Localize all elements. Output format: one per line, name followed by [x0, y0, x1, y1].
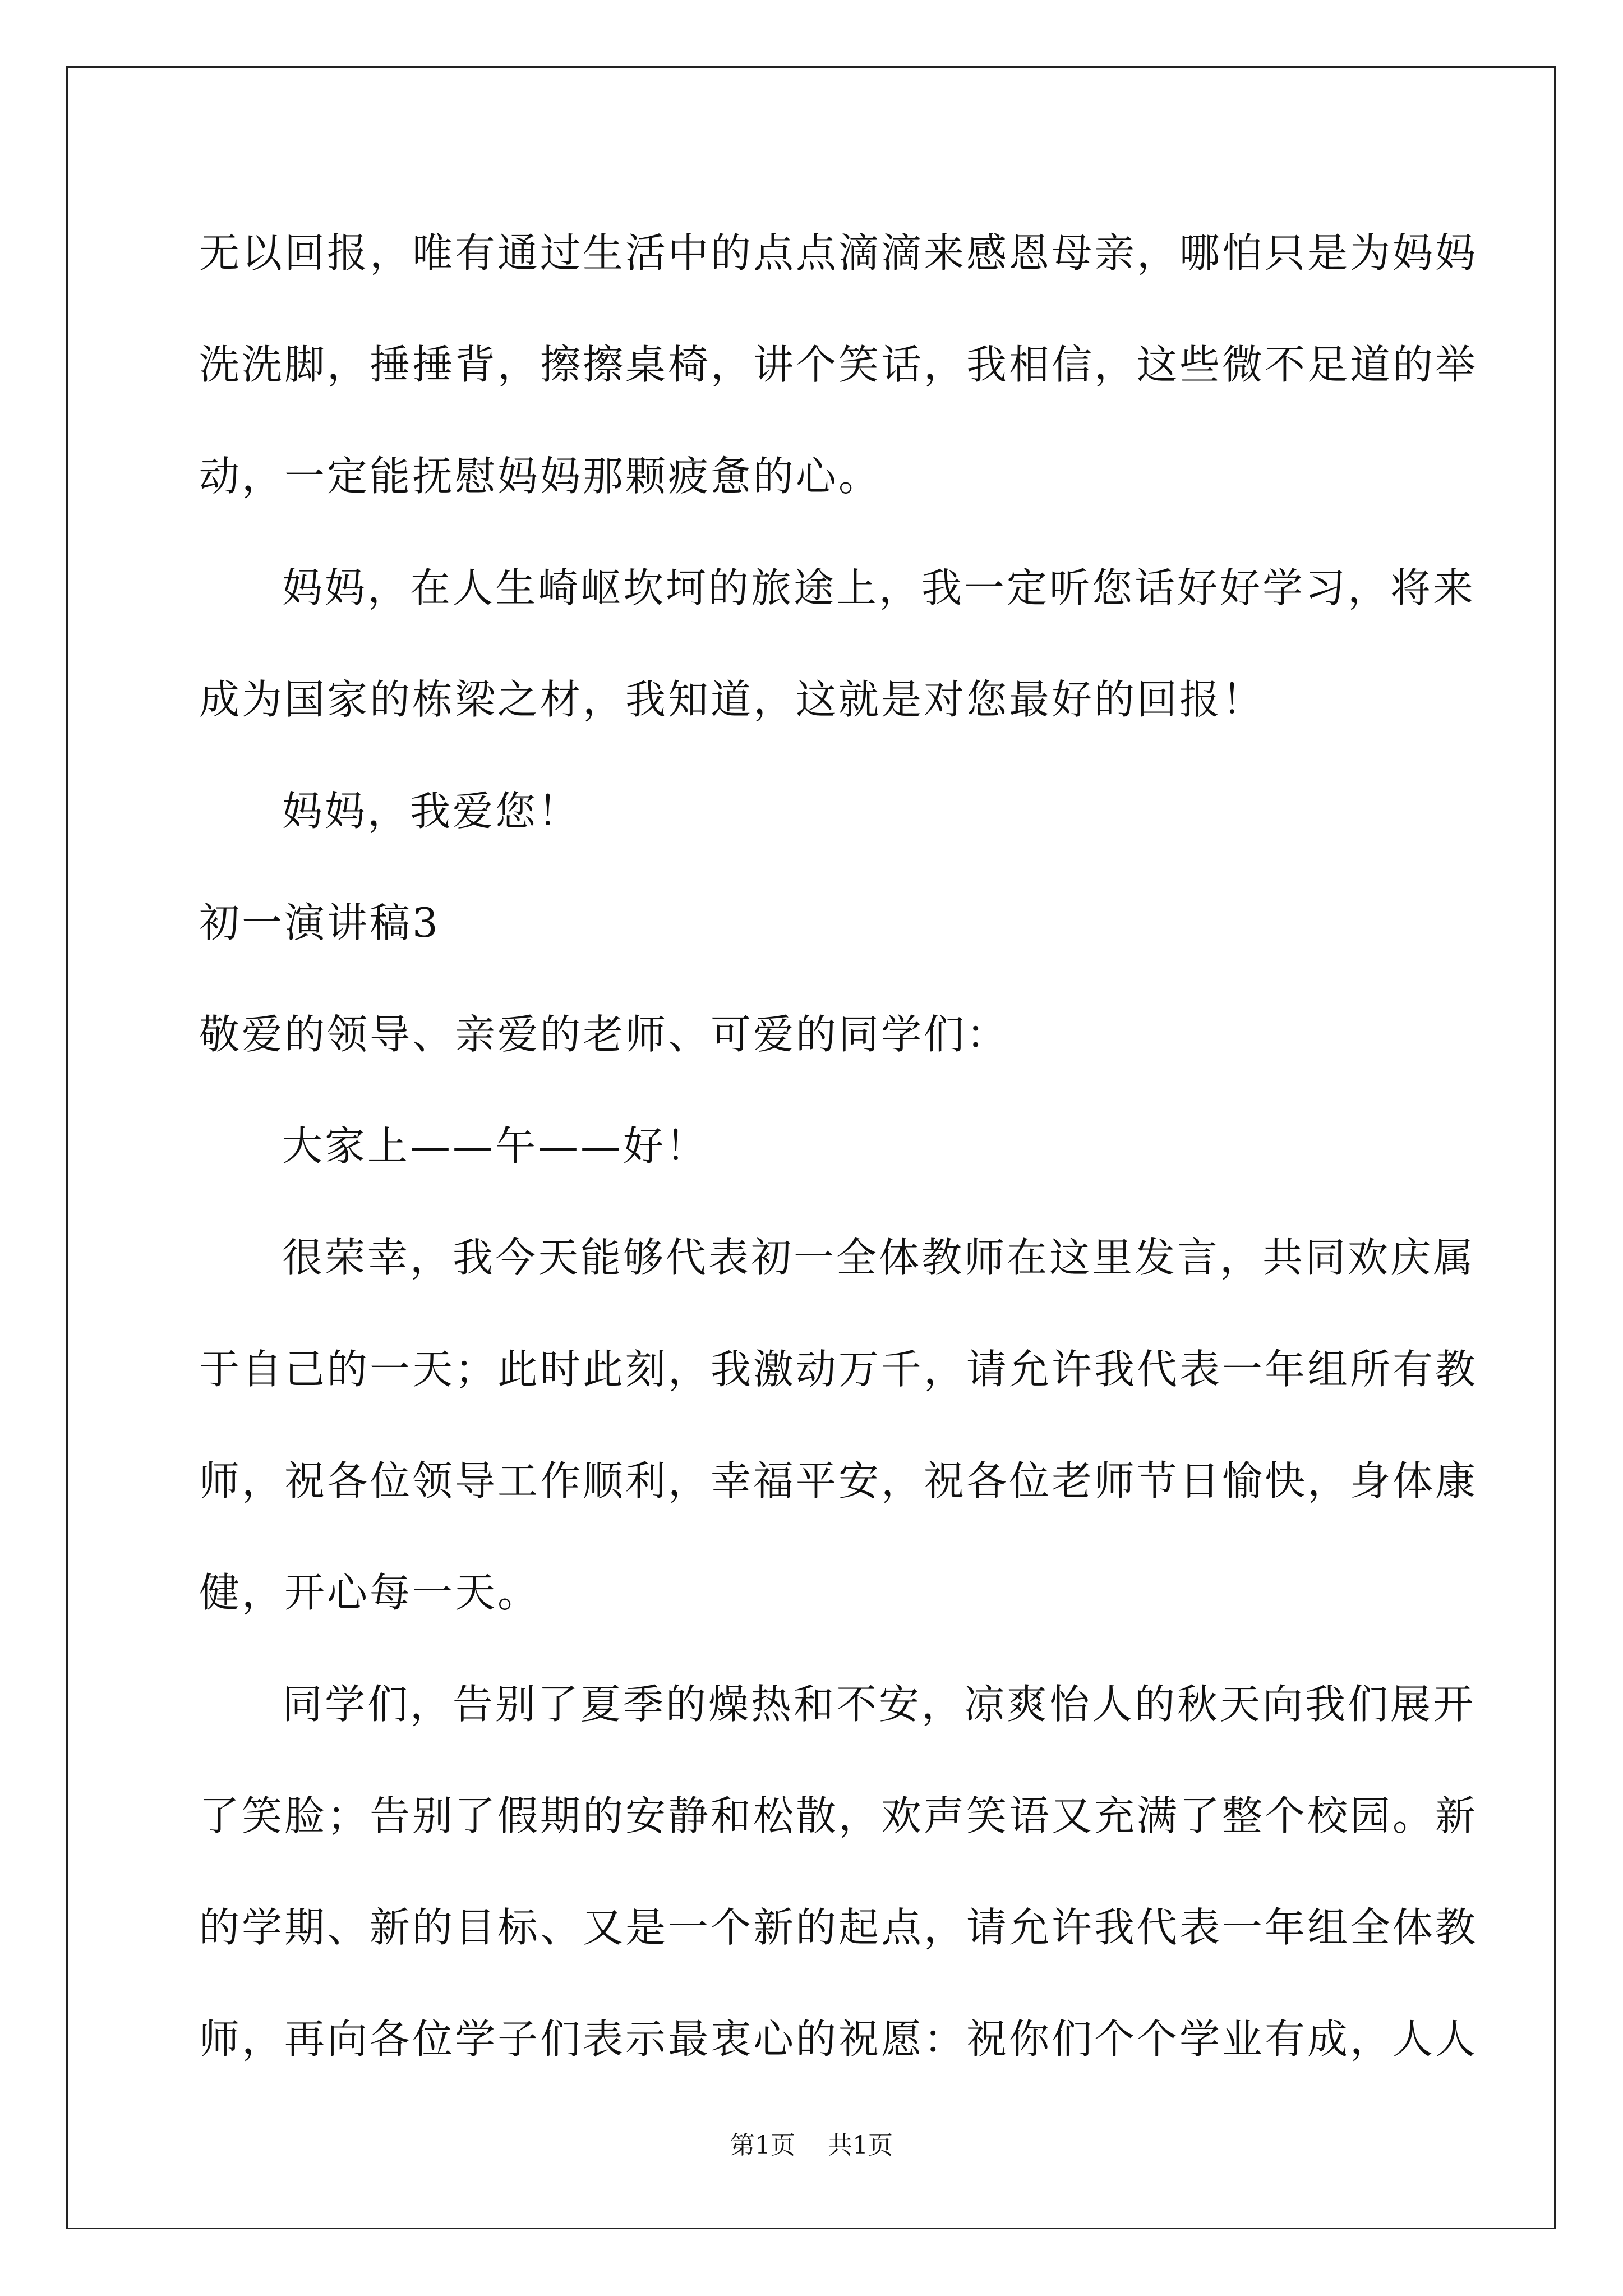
text-line: 无以回报，唯有通过生活中的点点滴滴来感恩母亲，哪怕只是为妈妈 — [199, 229, 1478, 277]
text-line: 师，再向各位学子们表示最衷心的祝愿：祝你们个个学业有成，人人 — [199, 2016, 1478, 2063]
text-line: 妈妈，我爱您！ — [282, 788, 581, 835]
page-number-current: 第1页 — [730, 2131, 795, 2160]
text-line: 同学们，告别了夏季的燥热和不安，凉爽怡人的秋天向我们展开 — [282, 1681, 1476, 1728]
section-heading: 初一演讲稿3 — [199, 899, 440, 946]
text-line: 了笑脸；告别了假期的安静和松散，欢声笑语又充满了整个校园。新 — [199, 1792, 1478, 1839]
document-body — [199, 197, 1478, 2095]
text-line: 洗洗脚，捶捶背，擦擦桌椅，讲个笑话，我相信，这些微不足道的举 — [199, 341, 1478, 388]
text-line: 健，开心每一天。 — [199, 1569, 541, 1616]
text-line: 成为国家的栋梁之材，我知道，这就是对您最好的回报！ — [199, 676, 1265, 723]
text-line: 动，一定能抚慰妈妈那颗疲惫的心。 — [199, 453, 882, 500]
text-line: 妈妈，在人生崎岖坎坷的旅途上，我一定听您话好好学习，将来 — [282, 564, 1476, 611]
text-line: 敬爱的领导、亲爱的老师、可爱的同学们： — [199, 1011, 1009, 1058]
text-line: 很荣幸，我今天能够代表初一全体教师在这里发言，共同欢庆属 — [282, 1234, 1476, 1281]
page-number-total: 共1页 — [828, 2131, 893, 2160]
text-line: 大家上——午——好！ — [282, 1122, 709, 1170]
text-line: 于自己的一天；此时此刻，我激动万千，请允许我代表一年组所有教 — [199, 1346, 1478, 1393]
page-footer — [0, 2129, 1623, 2162]
text-line: 师，祝各位领导工作顺利，幸福平安，祝各位老师节日愉快，身体康 — [199, 1457, 1478, 1504]
text-line: 的学期、新的目标、又是一个新的起点，请允许我代表一年组全体教 — [199, 1904, 1478, 1951]
